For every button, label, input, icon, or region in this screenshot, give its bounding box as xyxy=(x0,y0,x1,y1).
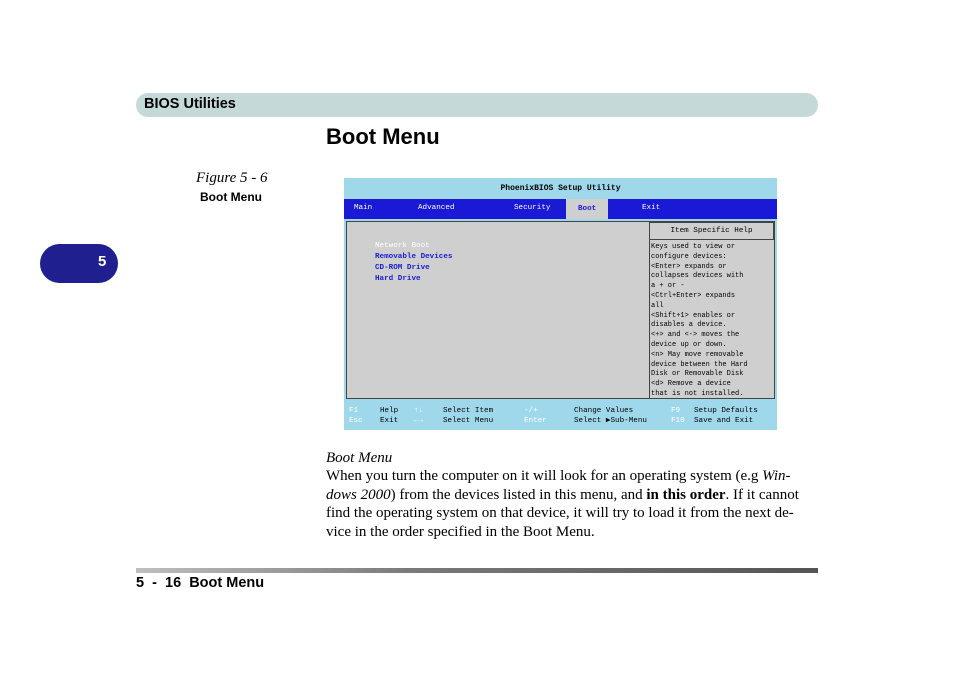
paragraph-text: When you turn the computer on it will look for an operating system (e.g xyxy=(326,468,763,484)
key-enter-label: Select ▶Sub-Menu xyxy=(574,417,647,425)
section-subheading: Boot Menu xyxy=(326,450,393,466)
key-plusminus: -/+ xyxy=(524,407,538,415)
chapter-tab xyxy=(40,244,118,283)
bios-key-legend xyxy=(344,402,777,430)
boot-item: Hard Drive xyxy=(375,275,421,283)
paragraph-text: . If it cannot find the operating system on that device, it will try to load it from the next de-vice in the order specified in the Boot Menu. xyxy=(326,486,799,540)
page-reference: 5 - 16 Boot Menu xyxy=(136,575,265,591)
bios-title: PhoenixBIOS Setup Utility xyxy=(500,184,621,193)
figure-number: Figure 5 - 6 xyxy=(196,170,268,186)
arrow-updown-icon: ↑↓ xyxy=(414,407,424,415)
boot-device-list xyxy=(375,241,452,285)
bios-menu-main: Main xyxy=(354,204,373,212)
key-esc: Esc xyxy=(349,417,363,425)
footer-rule xyxy=(136,568,818,573)
boot-item: Network Boot xyxy=(375,242,430,250)
boot-item: CD-ROM Drive xyxy=(375,264,430,272)
figure-caption: Boot Menu xyxy=(200,190,262,204)
header-title: BIOS Utilities xyxy=(144,96,236,112)
key-f10-label: Save and Exit xyxy=(694,417,754,425)
key-f9-label: Setup Defaults xyxy=(694,407,758,415)
bios-menu-advanced: Advanced xyxy=(418,204,455,212)
help-text: Keys used to view or configure devices: <Enter> expands or collapses devices with a + or - <Ctrl+Enter> expands all <Shift+1> enables or disables a device. <+> and <-> moves the device up or down. <n> May move removable device between the Hard Disk or Removable Disk <d> Remove a device that is not installed. xyxy=(651,243,748,398)
paragraph-italic: Win-dows 2000 xyxy=(326,468,791,503)
paragraph-bold: in this order xyxy=(646,486,726,503)
bios-menu-security: Security xyxy=(514,204,551,212)
page-title: Boot Menu xyxy=(326,124,440,149)
bios-screenshot xyxy=(344,178,777,430)
key-esc-label: Exit xyxy=(380,417,399,425)
bios-menubar xyxy=(344,199,777,219)
key-plusminus-label: Change Values xyxy=(574,407,634,415)
key-enter: Enter xyxy=(524,417,547,425)
bios-body xyxy=(346,221,775,399)
header-bar xyxy=(136,93,818,117)
bios-menu-exit: Exit xyxy=(642,204,661,212)
key-updown-label: Select Item xyxy=(443,407,494,415)
key-f9: F9 xyxy=(671,407,681,415)
key-f1-label: Help xyxy=(380,407,399,415)
key-f1: F1 xyxy=(349,407,359,415)
arrow-leftright-icon: ←→ xyxy=(414,417,424,425)
bios-menu-boot: Boot xyxy=(566,199,608,219)
chapter-number: 5 xyxy=(98,253,107,270)
section-paragraph xyxy=(326,467,802,541)
paragraph-text: ) from the devices listed in this menu, and xyxy=(390,486,647,503)
help-title: Item Specific Help xyxy=(649,222,774,240)
key-f10: F10 xyxy=(671,417,685,425)
boot-item: Removable Devices xyxy=(375,253,453,261)
key-leftright-label: Select Menu xyxy=(443,417,494,425)
